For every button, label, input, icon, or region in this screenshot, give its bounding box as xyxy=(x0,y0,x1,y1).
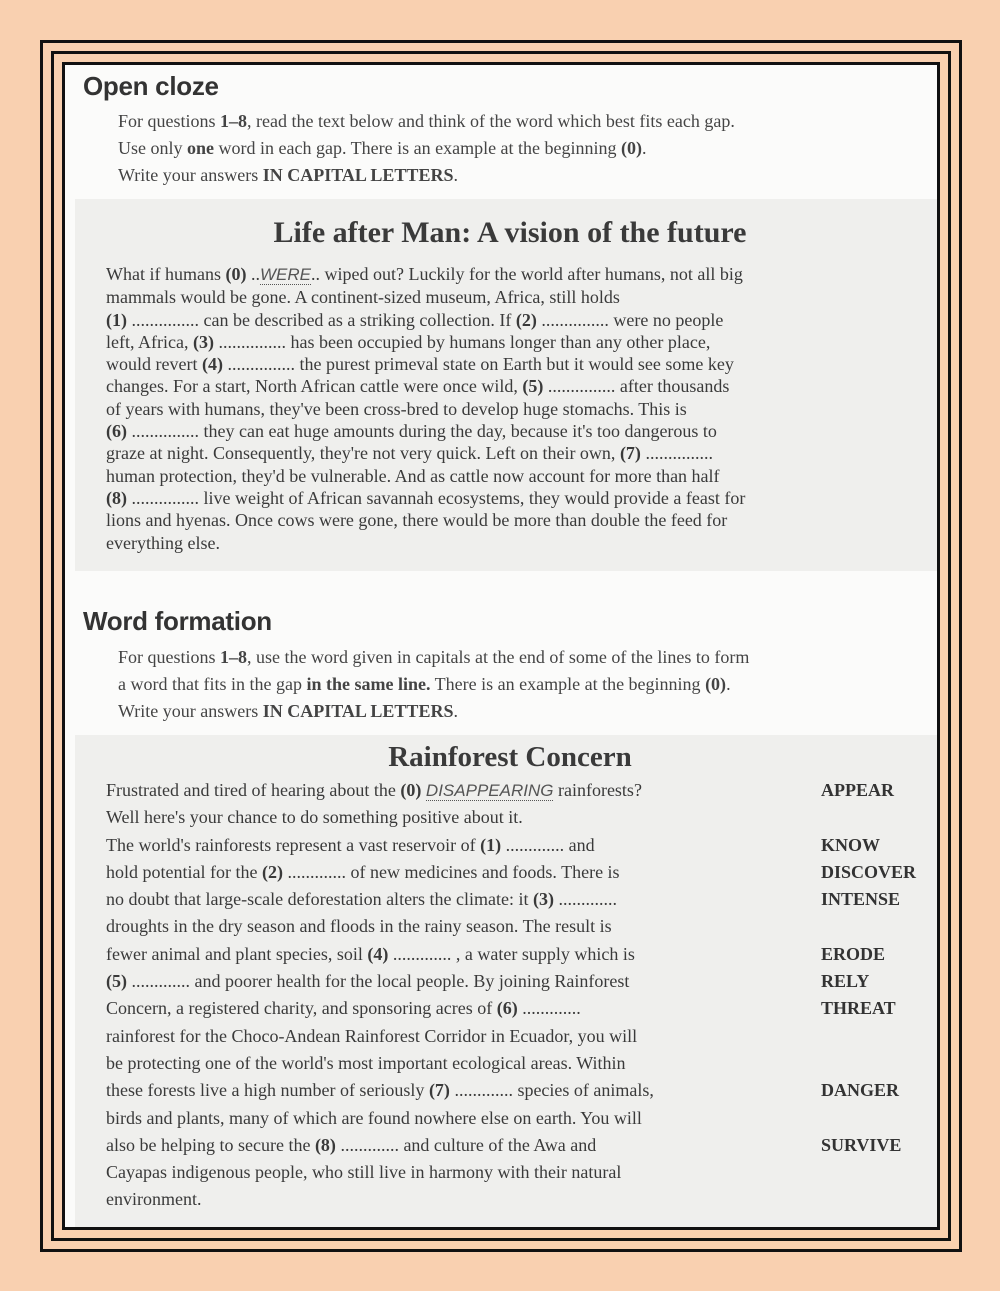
instruction-line xyxy=(118,672,749,696)
word-formation-text xyxy=(106,777,917,1214)
open-cloze-instructions xyxy=(118,109,735,190)
passage-line xyxy=(106,353,745,375)
open-cloze-passage xyxy=(75,199,937,571)
instruction-line xyxy=(118,645,749,669)
passage-text: mammals would be gone. A continent-sized museum, Africa, still holds xyxy=(106,287,620,308)
passage-text: these forests live a high number of seriously (7) ............. species of animals, xyxy=(106,1080,654,1101)
worksheet xyxy=(62,62,940,1230)
instruction-text: , read the text below and think of the word which best fits each gap. xyxy=(247,111,735,131)
passage-text: What if humans xyxy=(106,264,226,284)
stem-word: KNOW xyxy=(821,834,881,855)
passage-line xyxy=(106,398,745,420)
instruction-text: For questions xyxy=(118,111,221,131)
instruction-text: a word that fits in the gap xyxy=(118,674,307,694)
passage-line xyxy=(106,1023,654,1050)
passage-text: of years with humans, they've been cross-bred to develop huge stomachs. This is xyxy=(106,398,687,419)
passage-line xyxy=(106,263,745,286)
word-formation-passage xyxy=(75,735,937,1230)
question-number: (8) xyxy=(314,1134,336,1155)
instruction-emphasis: IN CAPITAL LETTERS xyxy=(262,165,454,185)
question-number: (2) xyxy=(261,861,283,882)
instruction-emphasis: 1–8 xyxy=(220,111,248,131)
passage-text: environment. xyxy=(106,1189,202,1210)
passage-text: ............... were no people xyxy=(536,309,724,330)
passage-line xyxy=(106,442,745,464)
passage-text: Cayapas indigenous people, who still live in harmony with their natural xyxy=(106,1162,622,1183)
question-number: (7) xyxy=(428,1080,450,1101)
instruction-text: . xyxy=(642,138,647,158)
passage-line xyxy=(106,465,745,487)
instruction-emphasis: (0) xyxy=(705,674,727,694)
instruction-text: There is an example at the beginning xyxy=(430,674,706,694)
passage-text: lions and hyenas. Once cows were gone, there would be more than double the feed for xyxy=(106,510,728,531)
passage-line xyxy=(106,309,745,331)
instruction-text: word in each gap. There is an example at the beginning xyxy=(214,138,622,158)
stem-word: DANGER xyxy=(821,1080,900,1101)
passage-text: ............... the purest primeval state on Earth but it would see some key xyxy=(222,354,734,375)
passage-text: (5) ............. and poorer health for the local people. By joining Rainforest xyxy=(106,971,630,992)
passage-text: .. xyxy=(246,264,260,284)
instruction-emphasis: (0) xyxy=(621,138,643,158)
passage-text: .. wiped out? Luckily for the world after humans, not all big xyxy=(310,264,743,284)
passage-line xyxy=(106,1050,654,1077)
passage-title: Life after Man: A vision of the future xyxy=(273,216,747,249)
example-answer: DISAPPEARING xyxy=(425,781,554,800)
passage-line xyxy=(106,886,901,913)
passage-text: human protection, they'd be vulnerable. And as cattle now account for more than half xyxy=(106,465,720,486)
question-number: (7) xyxy=(619,443,641,464)
passage-line xyxy=(106,375,745,397)
passage-text: rainforest for the Choco-Andean Rainforest Corridor in Ecuador, you will xyxy=(106,1025,638,1046)
passage-text: also be helping to secure the (8) ............. and culture of the Awa and xyxy=(106,1134,597,1155)
passage-text: changes. For a start, North African cattle were once wild, xyxy=(106,376,523,397)
passage-line xyxy=(106,777,894,804)
passage-text: ............... can be described as a striking collection. If xyxy=(127,309,516,330)
passage-line xyxy=(106,941,886,968)
passage-line xyxy=(106,1132,902,1159)
question-number: (4) xyxy=(367,943,389,964)
question-number: (2) xyxy=(515,309,537,330)
question-number: (8) xyxy=(106,487,127,508)
open-cloze-text xyxy=(106,263,745,554)
stem-word: RELY xyxy=(821,971,870,992)
page-frame xyxy=(40,40,962,1252)
page-frame-middle xyxy=(51,51,951,1241)
passage-line xyxy=(106,832,881,859)
passage-line xyxy=(106,509,745,531)
passage-text: ............... has been occupied by humans longer than any other place, xyxy=(213,331,711,352)
passage-text: droughts in the dry season and floods in the rainy season. The result is xyxy=(106,916,612,937)
passage-text: no doubt that large-scale deforestation alters the climate: it (3) ............. xyxy=(106,889,618,910)
passage-line xyxy=(106,995,896,1022)
passage-line xyxy=(106,1105,654,1132)
passage-text: Well here's your chance to do something positive about it. xyxy=(106,807,523,828)
passage-text: ............... live weight of African savannah ecosystems, they would provide a feast for xyxy=(127,487,746,508)
question-number: (4) xyxy=(201,354,223,375)
passage-line xyxy=(106,532,745,554)
passage-text: ............... after thousands xyxy=(543,376,730,397)
word-formation-heading: Word formation xyxy=(83,606,272,636)
passage-text: birds and plants, many of which are found nowhere else on earth. You will xyxy=(106,1107,642,1128)
passage-title: Rainforest Concern xyxy=(388,741,632,773)
word-formation-instructions xyxy=(118,645,749,726)
question-number: (3) xyxy=(192,331,214,352)
instruction-line xyxy=(118,109,735,133)
passage-line xyxy=(106,804,654,831)
question-number: (1) xyxy=(106,309,127,330)
instruction-text: For questions xyxy=(118,647,221,667)
question-number: (5) xyxy=(106,971,127,992)
passage-text: left, Africa, xyxy=(106,331,193,352)
passage-line xyxy=(106,859,917,886)
passage-text: fewer animal and plant species, soil (4) ............. , a water supply which is xyxy=(106,943,635,964)
instruction-text: Write your answers xyxy=(118,701,263,721)
passage-line xyxy=(106,1077,900,1104)
passage-line xyxy=(106,331,745,353)
passage-text: ............... they can eat huge amounts during the day, because it's too dangerous to xyxy=(127,421,717,442)
instruction-text: Write your answers xyxy=(118,165,263,185)
passage-line xyxy=(106,286,745,308)
instruction-line xyxy=(118,136,735,160)
stem-word: APPEAR xyxy=(821,780,894,800)
instruction-emphasis: one xyxy=(187,138,214,158)
instruction-text: . xyxy=(726,674,731,694)
stem-word: SURVIVE xyxy=(821,1134,902,1155)
stem-word: INTENSE xyxy=(821,889,901,910)
passage-text: would revert xyxy=(106,354,202,375)
passage-line xyxy=(106,913,654,940)
stem-word: THREAT xyxy=(821,998,896,1019)
passage-text: The world's rainforests represent a vast reservoir of (1) ............. and xyxy=(106,834,595,855)
open-cloze-heading: Open cloze xyxy=(83,71,219,101)
instruction-text: , use the word given in capitals at the end of some of the lines to form xyxy=(247,647,750,667)
passage-text: rainforests? xyxy=(553,780,642,800)
passage-line xyxy=(106,1186,654,1213)
passage-line xyxy=(106,968,870,995)
instruction-text: . xyxy=(453,165,458,185)
instruction-line xyxy=(118,699,749,723)
instruction-emphasis: 1–8 xyxy=(220,647,248,667)
question-number: (0) xyxy=(225,264,247,284)
instruction-emphasis: in the same line. xyxy=(306,674,431,694)
stem-word: DISCOVER xyxy=(821,861,917,882)
passage-text: Concern, a registered charity, and sponsoring acres of (6) ............. xyxy=(106,998,581,1019)
question-number: (6) xyxy=(106,421,127,442)
passage-line xyxy=(106,487,745,509)
passage-text: graze at night. Consequently, they're not very quick. Left on their own, xyxy=(106,443,620,464)
instruction-emphasis: IN CAPITAL LETTERS xyxy=(262,701,454,721)
instruction-text: . xyxy=(453,701,458,721)
example-answer: WERE xyxy=(259,265,311,284)
question-number: (1) xyxy=(480,834,502,855)
passage-text: everything else. xyxy=(106,532,220,553)
instruction-line xyxy=(118,163,735,187)
stem-word: ERODE xyxy=(821,943,886,964)
passage-text: ............... xyxy=(640,443,713,464)
passage-line xyxy=(106,1159,654,1186)
question-number: (5) xyxy=(522,376,544,397)
question-number: (3) xyxy=(533,889,555,910)
passage-text: hold potential for the (2) ............. of new medicines and foods. There is xyxy=(106,861,620,882)
question-number: (0) xyxy=(400,780,422,800)
instruction-text: Use only xyxy=(118,138,187,158)
passage-text: Frustrated and tired of hearing about the (0) xyxy=(106,780,422,800)
passage-line xyxy=(106,420,745,442)
question-number: (6) xyxy=(496,998,518,1019)
passage-text: be protecting one of the world's most important ecological areas. Within xyxy=(106,1052,626,1073)
